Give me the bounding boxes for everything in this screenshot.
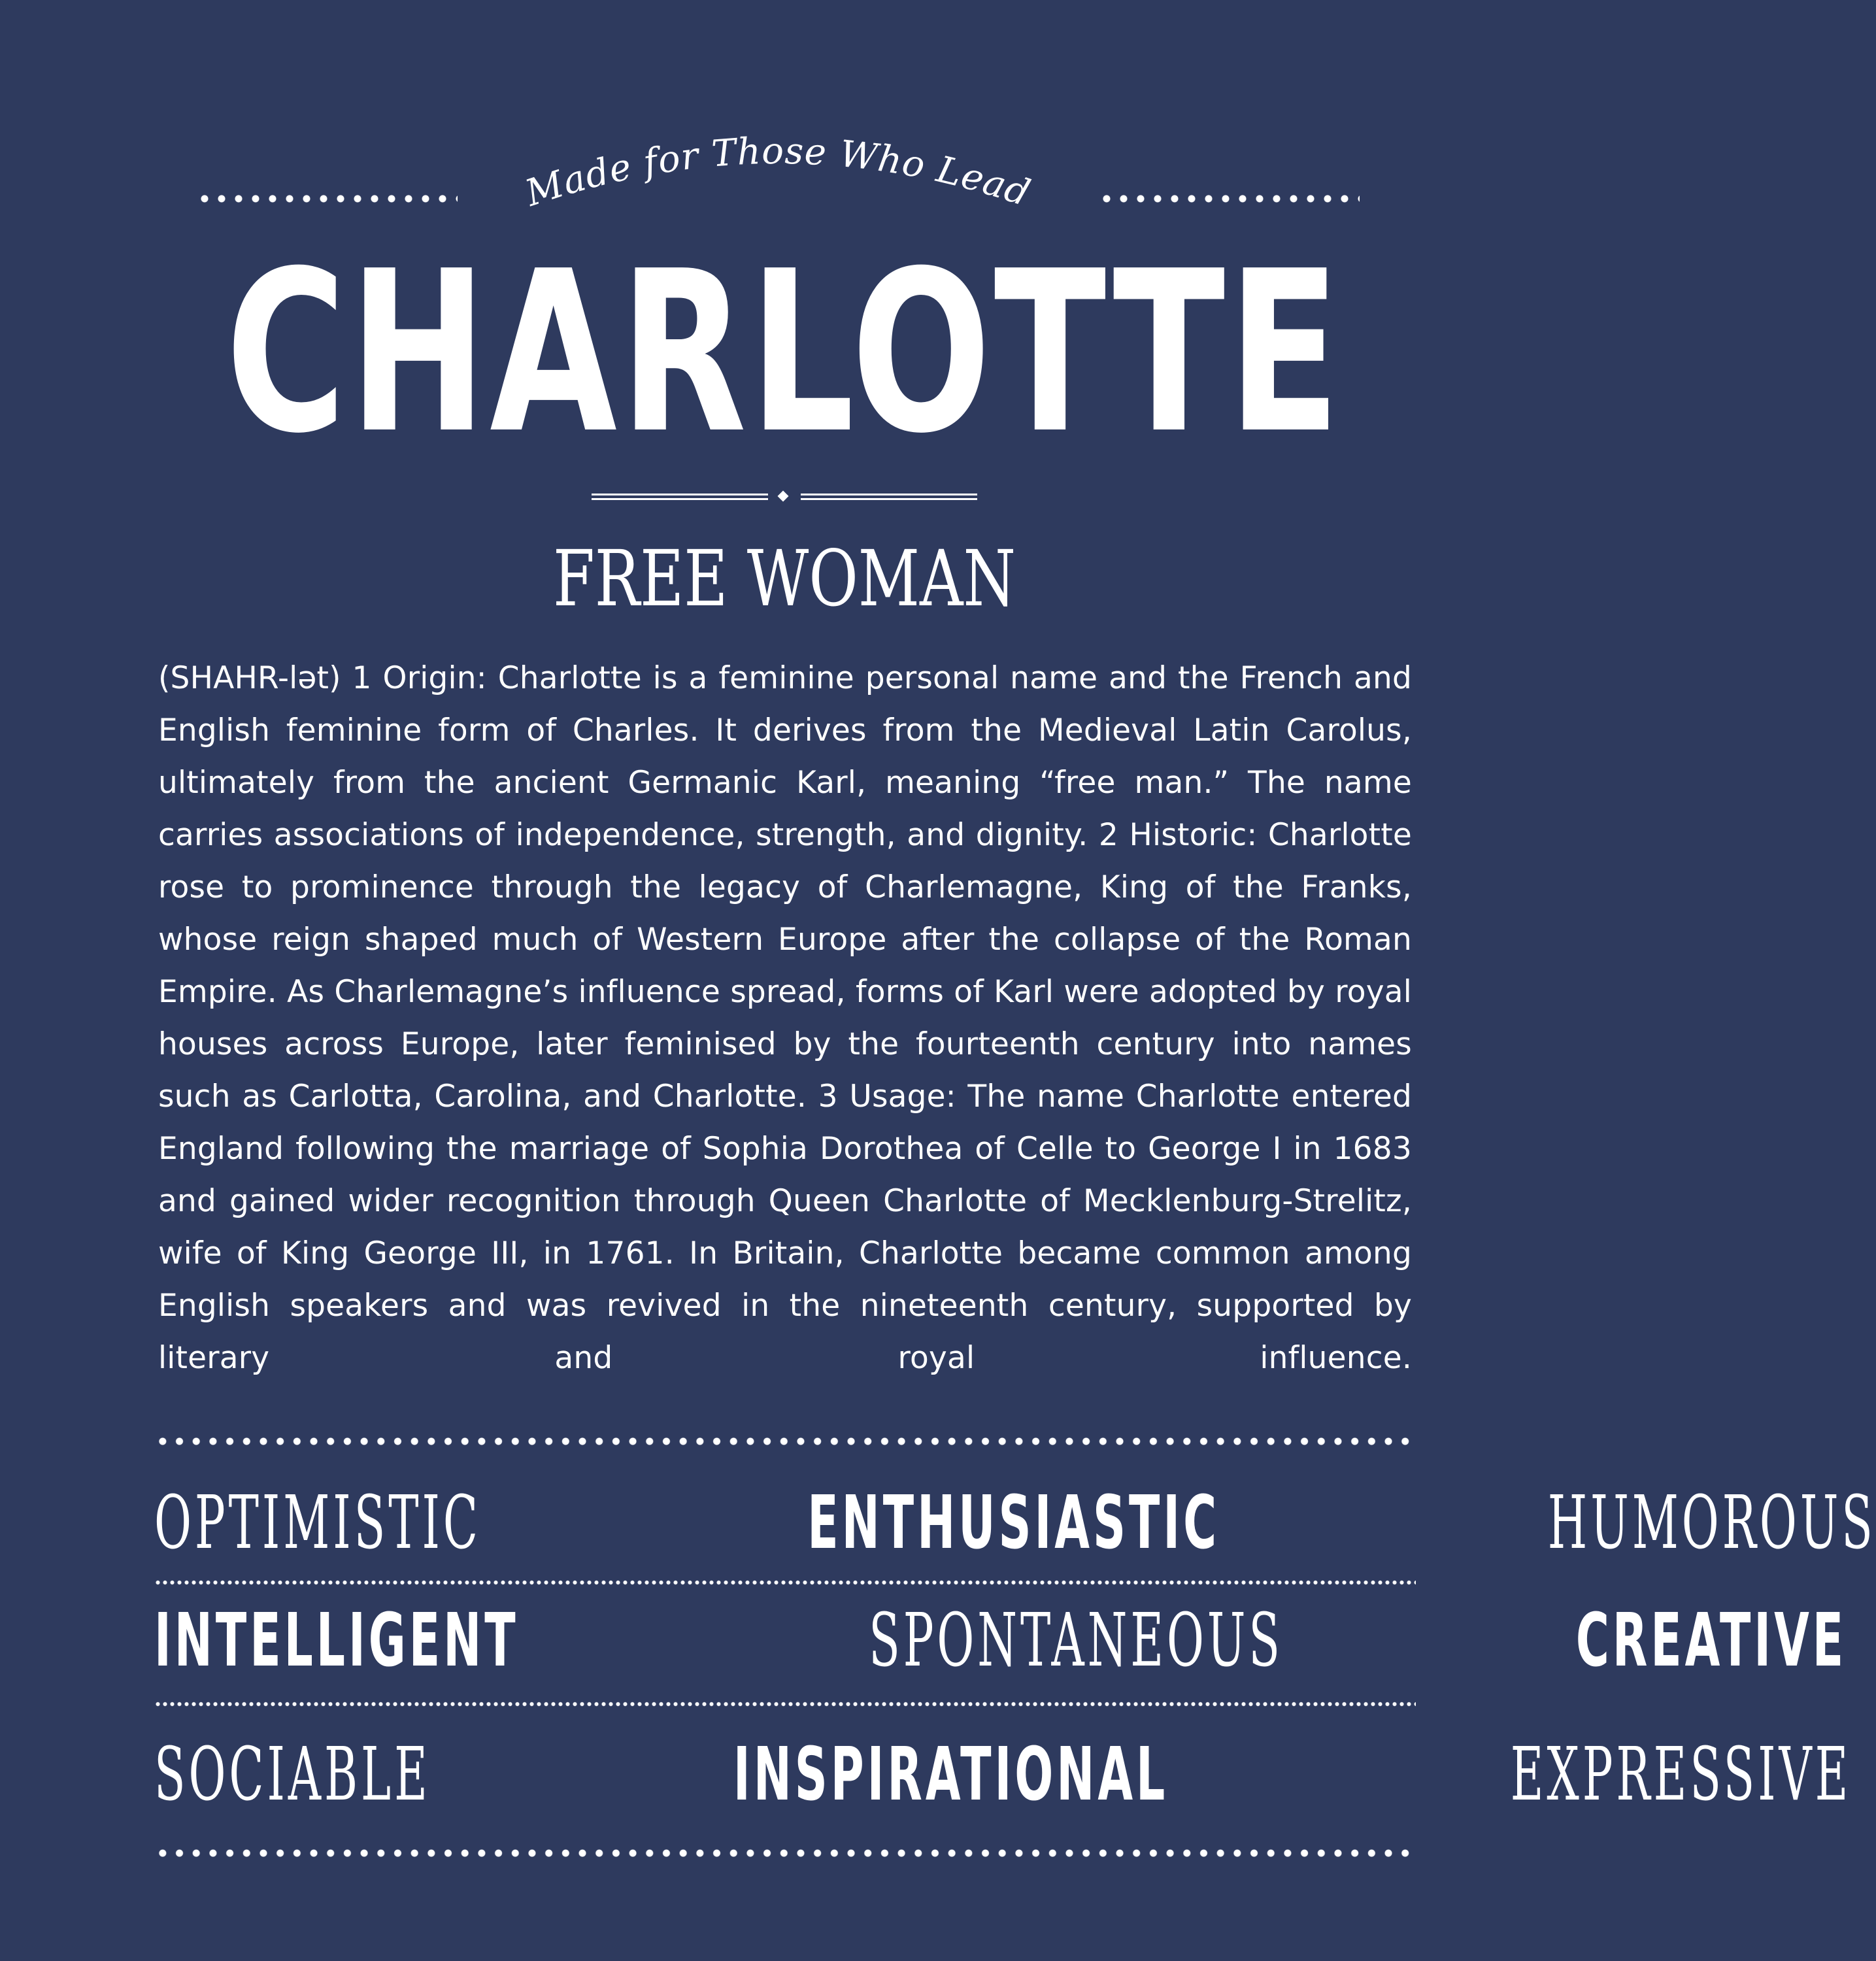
- tagline-row: [196, 129, 1360, 232]
- name-title: CHARLOTTE: [226, 224, 1343, 482]
- trait-row-1: [154, 1481, 1876, 1566]
- trait-word: EXPRESSIVE: [1510, 1732, 1852, 1817]
- name-meaning: FREE WOMAN: [552, 533, 1016, 624]
- dotted-divider-top: [154, 1435, 1416, 1447]
- name-description: (SHAHR-lət) 1 Origin: Charlotte is a feminine personal name and the French and English feminine form of Charles. It derives from the Medieval Latin Carolus, ultimately from the ancient Germanic Karl, meaning “free man.” The name carries associations of independence, strength, and dignity. 2 Historic: Charlotte rose to prominence through the legacy of Charlemagne, King of the Franks, whose reign shaped much of Western Europe after the collapse of the Roman Empire. As Charlemagne’s influence spread, forms of Karl were adopted by royal houses across Europe, later feminised by the fourteenth century into names such as Carlotta, Carolina, and Charlotte. 3 Usage: The name Charlotte entered England following the marriage of Sophia Dorothea of Celle to George I in 1683 and gained wider recognition through Queen Charlotte of Mecklenburg-Strelitz, wife of King George III, in 1761. In Britain, Charlotte became common among English speakers and was revived in the nineteenth century, supported by literary and royal influence.: [158, 660, 1412, 1376]
- trait-word: OPTIMISTIC: [154, 1481, 481, 1566]
- trait-word: SPONTANEOUS: [869, 1598, 1284, 1683]
- trait-row-2: [154, 1598, 1847, 1683]
- dotted-divider-bottom: [154, 1847, 1416, 1859]
- ornament-line-right: [801, 494, 977, 500]
- trait-word: SOCIABLE: [154, 1732, 431, 1817]
- diamond-icon: [778, 491, 789, 502]
- trait-word: INTELLIGENT: [154, 1598, 519, 1683]
- ornament-line-left: [592, 494, 768, 500]
- tagline: Made for Those Who Lead: [520, 129, 1036, 215]
- trait-row-3: [154, 1732, 1852, 1817]
- trait-word: ENTHUSIASTIC: [807, 1481, 1220, 1566]
- trait-word: INSPIRATIONAL: [733, 1732, 1169, 1817]
- dotted-divider-right: [1098, 193, 1360, 205]
- ornament-divider: [592, 492, 977, 507]
- dotted-separator: [154, 1701, 1416, 1707]
- dotted-separator: [154, 1580, 1416, 1585]
- trait-word: HUMOROUS: [1547, 1481, 1876, 1566]
- tagline-arc: [510, 129, 1046, 232]
- dotted-divider-left: [196, 193, 458, 205]
- trait-word: CREATIVE: [1576, 1598, 1847, 1683]
